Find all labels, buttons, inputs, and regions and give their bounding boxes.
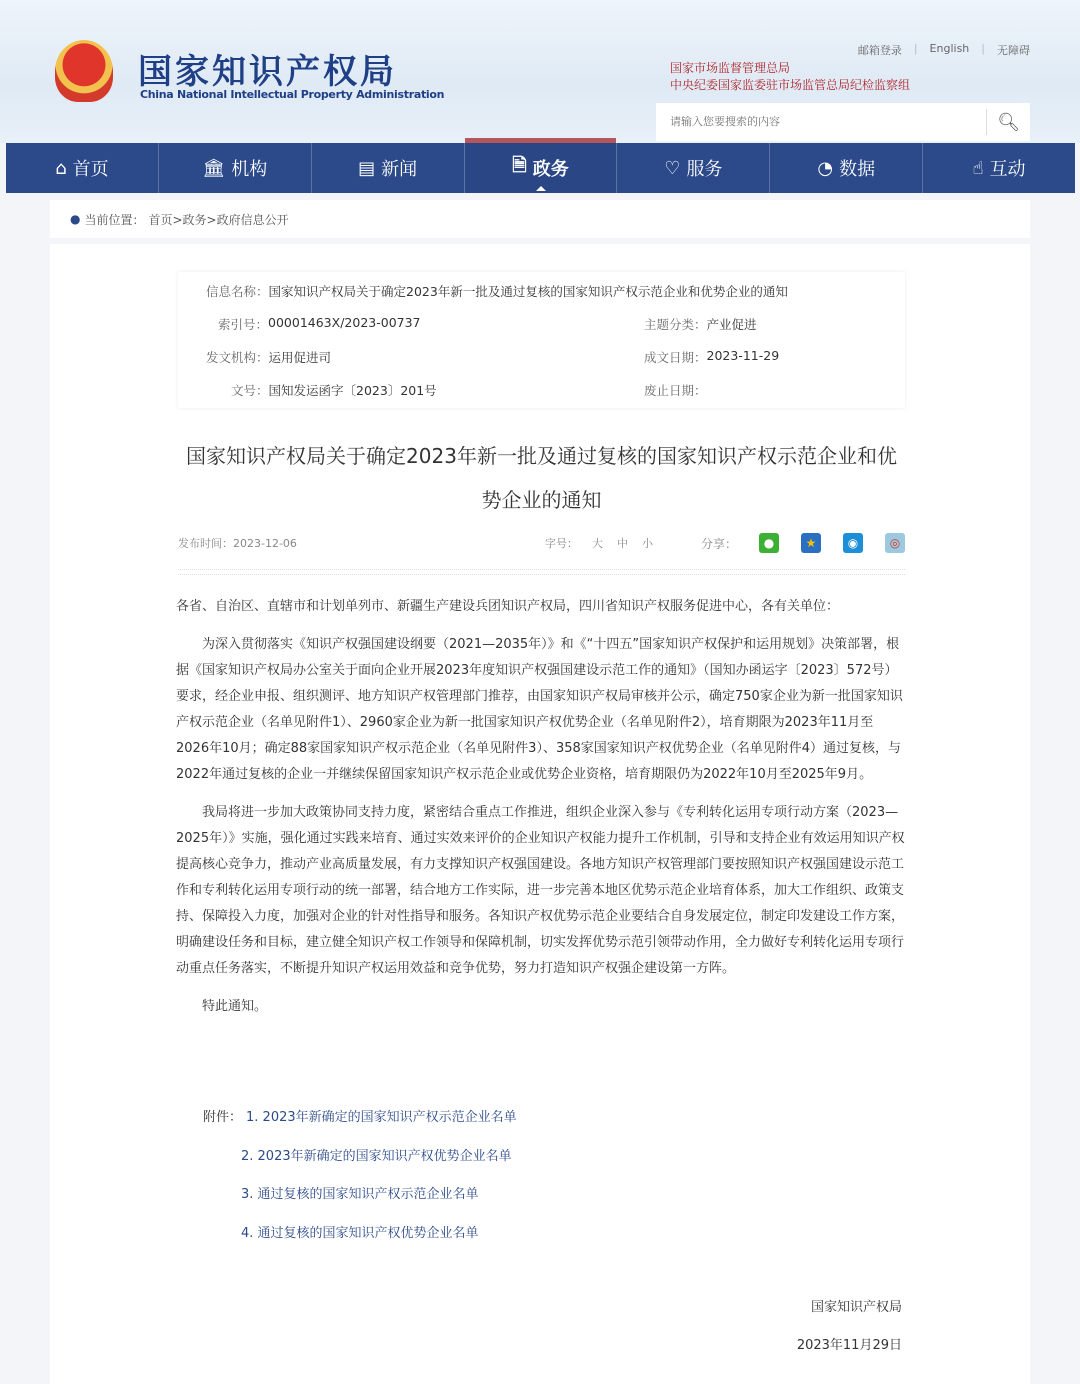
paragraph: 为深入贯彻落实《知识产权强国建设纲要（2021—2035年）》和《“十四五”国家知识产权保护和运用规划》决策部署，根据《国家知识产权局办公室关于面向企业开展2023年度知识产权强国建设示范工作的通知》（国知办函运字〔2023〕572号）要求，经企业申报、组织测评、地方知识产权管理部门推荐，由国家知识产权局审核并公示，确定750家企业为新一批国家知识产权示范企业（名单见附件1）、2960家企业为新一批国家知识产权优势企业（名单见附件2），培育期限为2023年11月至2026年10月；确定88家国家知识产权示范企业（名单见附件3）、358家国家知识产权优势企业（名单见附件4）通过复核，与2022年通过复核的企业一并继续保留国家知识产权示范企业或优势企业资格，培育期限仍为2022年10月至2025年9月。 [176, 637, 903, 782]
info-label: 成文日期： [644, 350, 707, 365]
publish-date: 2023-12-06 [233, 536, 297, 550]
mail-login-link[interactable]: 邮箱登录 [857, 44, 902, 57]
info-label: 信息名称： [206, 284, 269, 299]
article-body [176, 594, 906, 1032]
site-header [0, 0, 1080, 143]
attachments [203, 1099, 517, 1253]
info-label: 废止日期： [644, 383, 707, 398]
qq-icon[interactable]: ◉ [843, 533, 863, 553]
info-table [178, 272, 905, 408]
search-input[interactable] [656, 116, 986, 128]
home-icon: ⌂ [55, 157, 67, 179]
search-icon[interactable]: 🔍︎ [986, 109, 1030, 135]
top-links: 邮箱登录 | English | 无障碍 [857, 42, 1030, 57]
article-meta [178, 532, 905, 554]
document-icon: 🗎 [512, 155, 527, 176]
hand-icon: ☝ [972, 157, 984, 179]
info-issuer: 运用促进司 [268, 350, 332, 365]
service-icon: ♡ [664, 157, 681, 179]
breadcrumb [50, 200, 1030, 238]
font-medium-button[interactable]: 中 [616, 537, 628, 550]
nav-label: 数据 [839, 159, 876, 180]
separator [178, 569, 905, 575]
news-icon: ▤ [358, 157, 376, 179]
nav-label: 机构 [231, 159, 268, 180]
nav-label: 服务 [686, 159, 723, 180]
font-small-button[interactable]: 小 [641, 537, 653, 550]
discipline-inspection-link[interactable]: 中央纪委国家监委驻市场监管总局纪检监察组 [670, 78, 911, 92]
attachment-link[interactable]: 3. 通过复核的国家知识产权示范企业名单 [241, 1187, 479, 1202]
accessibility-link[interactable]: 无障碍 [997, 44, 1030, 57]
info-docno: 国知发运函字〔2023〕201号 [268, 383, 437, 398]
info-name: 国家知识产权局关于确定2023年新一批及通过复核的国家知识产权示范企业和优势企业的通知 [268, 284, 788, 299]
attachment-link[interactable]: 1. 2023年新确定的国家知识产权示范企业名单 [246, 1110, 517, 1125]
search-bar [656, 103, 1030, 141]
info-topic: 产业促进 [706, 317, 757, 332]
pie-chart-icon: ◔ [817, 157, 834, 179]
location-pin-icon: ● [70, 212, 81, 226]
nav-label: 首页 [72, 159, 109, 180]
signature-block [797, 1289, 902, 1365]
nav-label: 新闻 [381, 159, 418, 180]
sign-date: 2023年11月29日 [796, 1338, 902, 1353]
logo-title[interactable]: 国家知识产权局 [138, 52, 397, 92]
info-label: 文号： [231, 383, 269, 398]
share-bar [701, 533, 905, 553]
main-nav [6, 143, 1075, 193]
nav-home[interactable] [6, 143, 159, 193]
qzone-icon[interactable]: ★ [801, 533, 821, 553]
english-link[interactable]: English [929, 42, 970, 55]
nav-data[interactable] [770, 143, 923, 193]
share-label: 分享： [700, 536, 737, 551]
attachments-label: 附件： [203, 1110, 243, 1125]
nav-label: 互动 [989, 159, 1026, 180]
breadcrumb-label: 当前位置： [84, 212, 145, 227]
nav-service[interactable] [617, 143, 770, 193]
nav-news[interactable] [312, 143, 465, 193]
info-index: 00001463X/2023-00737 [268, 315, 421, 330]
nav-institution[interactable] [159, 143, 312, 193]
nav-interaction[interactable] [923, 143, 1075, 193]
institution-icon: 🏛 [202, 157, 226, 179]
font-size-label: 字号： [544, 537, 578, 550]
nav-government-affairs[interactable] [465, 143, 618, 193]
related-links [670, 60, 910, 94]
paragraph: 我局将进一步加大政策协同支持力度，紧密结合重点工作推进，组织企业深入参与《专利转化运用专项行动方案（2023—2025年）》实施，强化通过实践来培育、通过实效来评价的企业知识产权能力提升工作机制，引导和支持企业有效运用知识产权提高核心竞争力，推动产业高质量发展，有力支撑知识产权强国建设。各地方知识产权管理部门要按照知识产权强国建设示范工作和专利转化运用专项行动的统一部署，结合地方工作实际，进一步完善本地区优势示范企业培育体系，加大工作组织、政策支持、保障投入力度，加强对企业的针对性指导和服务。各知识产权优势示范企业要结合自身发展定位，制定印发建设工作方案，明确建设任务和目标，建立健全知识产权工作领导和保障机制，切实发挥优势示范引领带动作用，全力做好专利转化运用专项行动重点任务落实，不断提升知识产权运用效益和竞争优势，努力打造知识产权强企建设第一方阵。 [176, 805, 905, 976]
weibo-icon[interactable]: ◎ [885, 533, 905, 553]
info-label: 索引号： [218, 317, 269, 332]
info-label: 主题分类： [644, 317, 707, 332]
info-label: 发文机构： [206, 350, 269, 365]
nav-label: 政务 [532, 159, 569, 180]
wechat-icon[interactable]: ● [759, 533, 779, 553]
article-title: 国家知识产权局关于确定2023年新一批及通过复核的国家知识产权示范企业和优势企业的通知 [186, 444, 897, 512]
font-size-controls [545, 533, 905, 553]
article-card [50, 244, 1030, 1384]
signature: 国家知识产权局 [810, 1300, 902, 1315]
info-date: 2023-11-29 [706, 348, 780, 363]
logo-subtitle: China National Intellectual Property Administration [140, 88, 445, 101]
samr-link[interactable]: 国家市场监督管理总局 [670, 61, 791, 75]
salutation: 各省、自治区、直辖市和计划单列市、新疆生产建设兵团知识产权局，四川省知识产权服务促进中心，各有关单位： [176, 599, 840, 614]
closing: 特此通知。 [202, 999, 268, 1014]
attachment-link[interactable]: 2. 2023年新确定的国家知识产权优势企业名单 [241, 1148, 512, 1164]
font-large-button[interactable]: 大 [591, 537, 603, 550]
publish-label: 发布时间： [178, 537, 233, 550]
attachment-link[interactable]: 4. 通过复核的国家知识产权优势企业名单 [241, 1225, 479, 1241]
national-emblem-logo [55, 40, 113, 102]
breadcrumb-path[interactable]: 首页>政务>政府信息公开 [148, 212, 289, 227]
